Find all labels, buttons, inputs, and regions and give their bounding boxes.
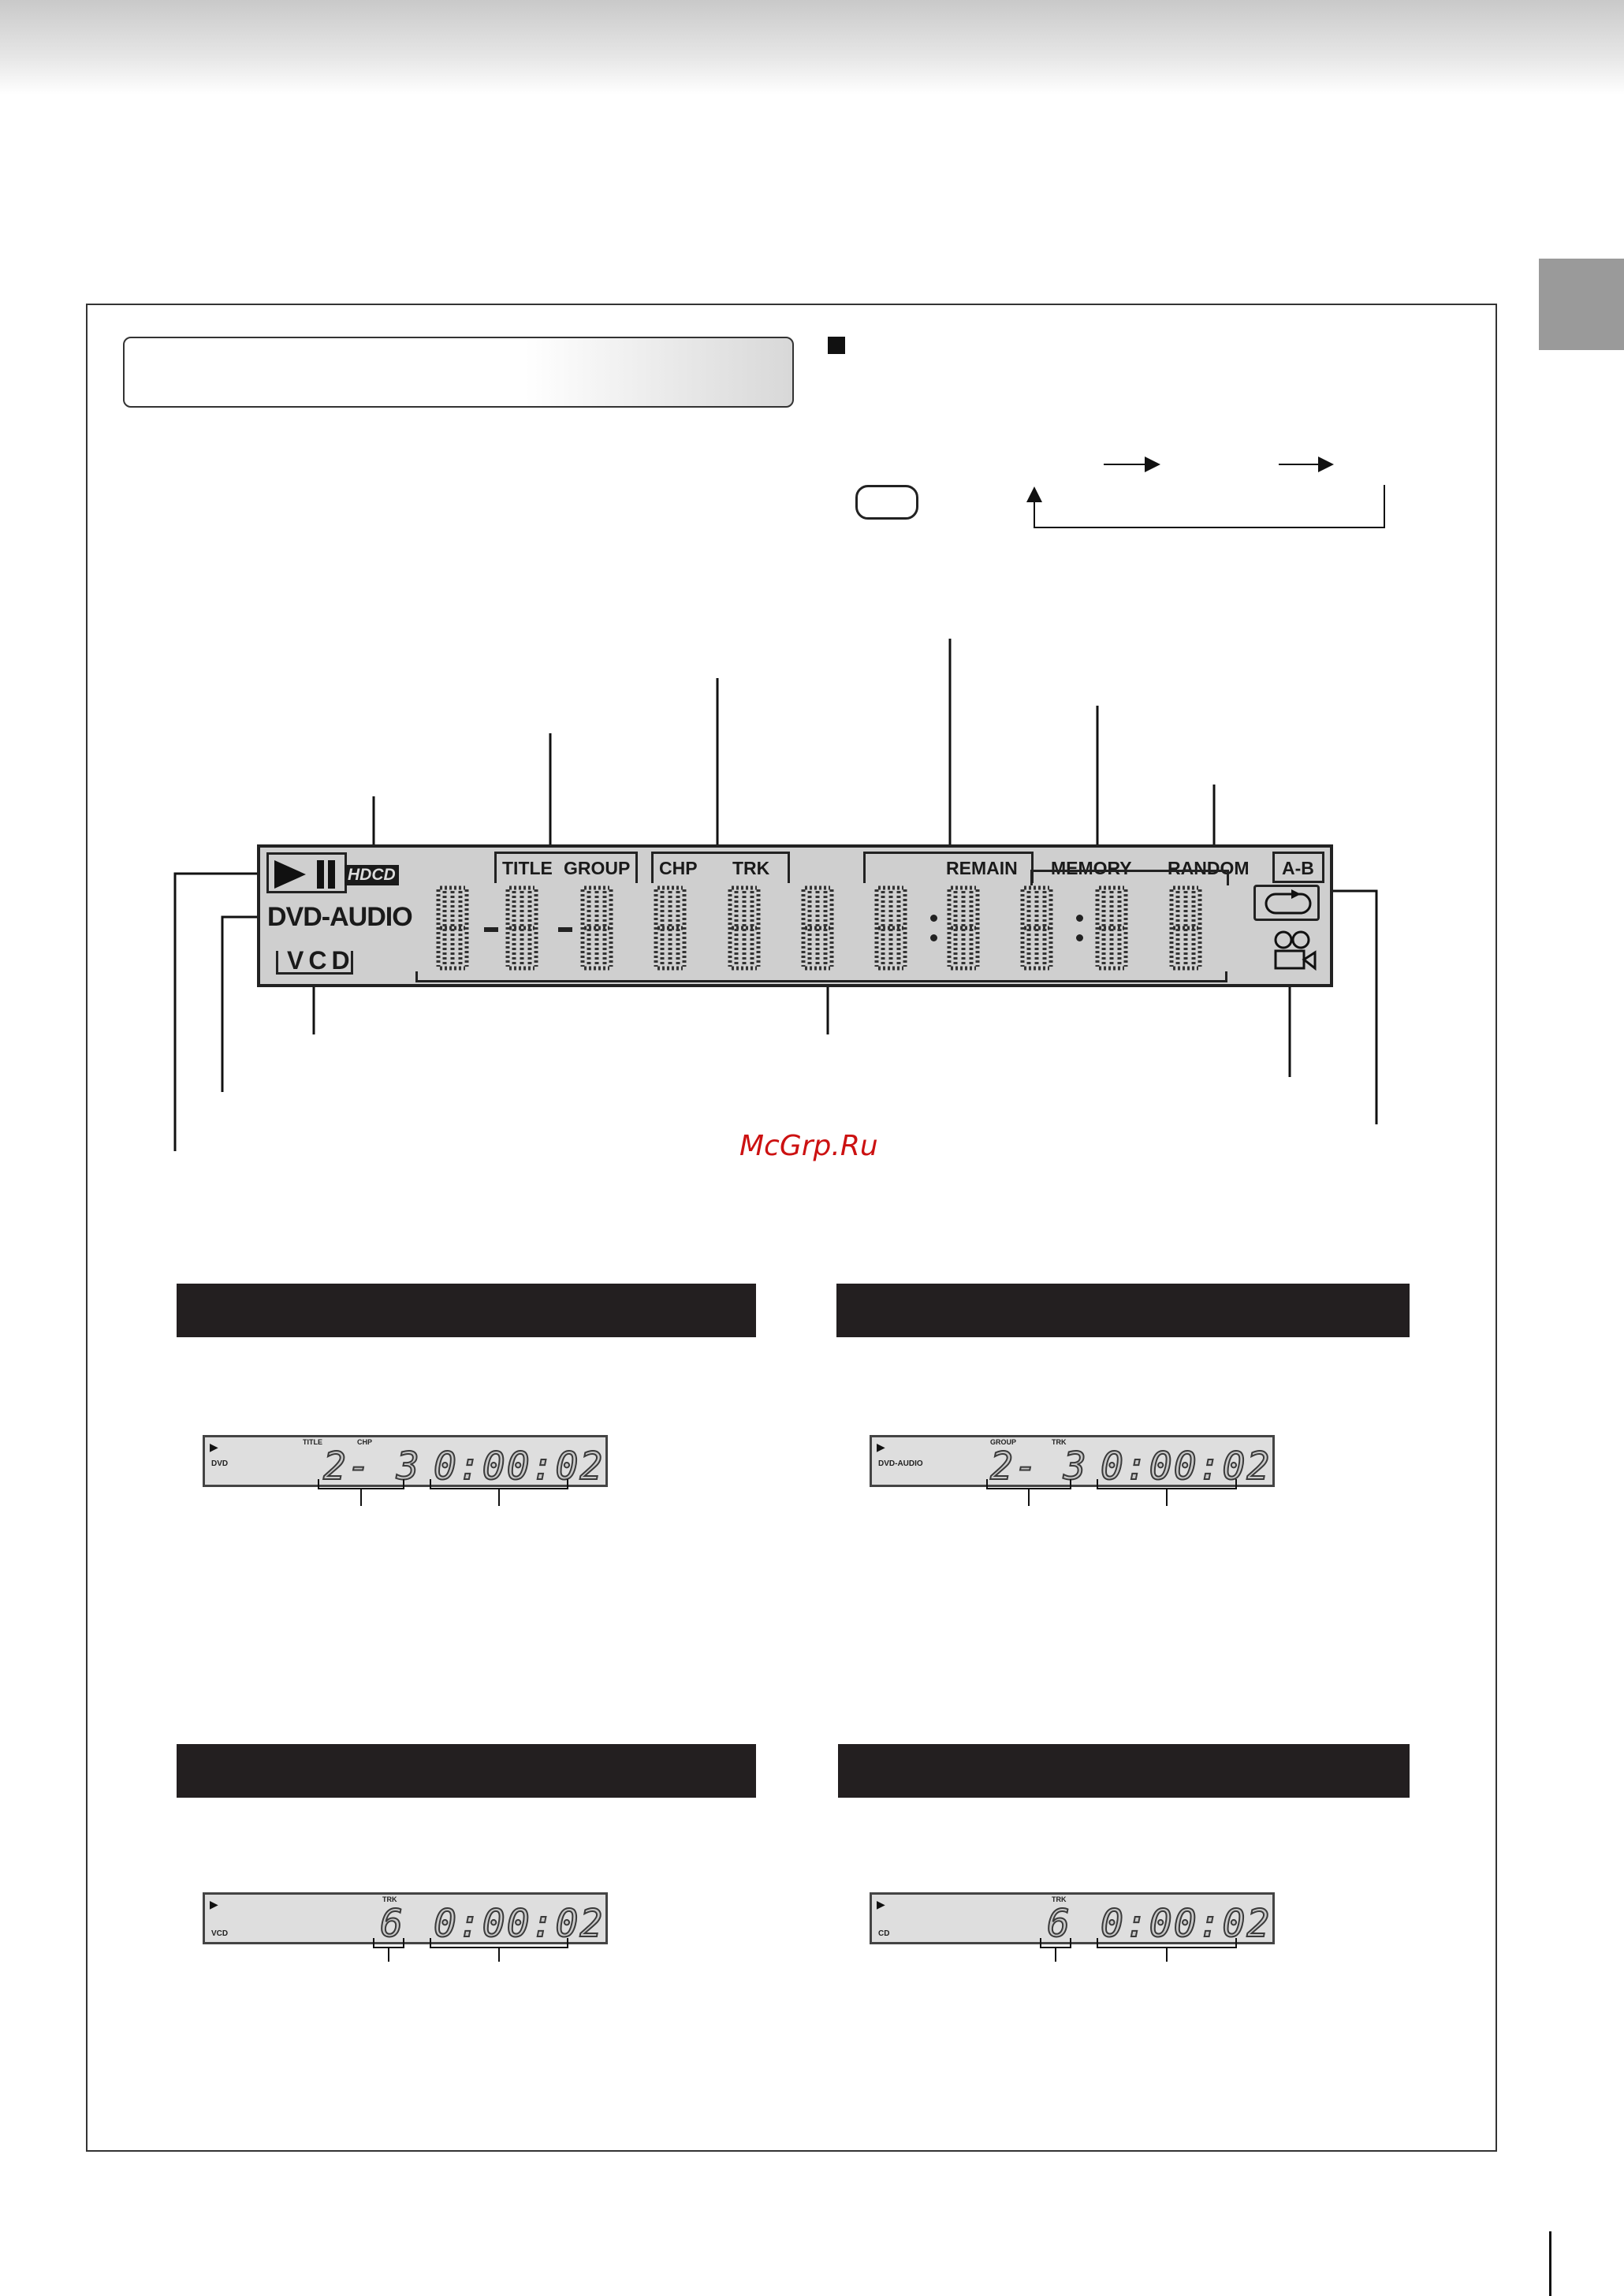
trk-indicator: TRK [1052,1438,1067,1446]
lcd-separator-2 [558,927,572,932]
ab-repeat-indicator: A-B [1282,858,1314,878]
lcd-separator-1 [484,927,498,932]
trk-indicator: TRK [382,1895,397,1903]
section-bar-dvd [177,1284,756,1337]
track-digits: 6 [380,1902,404,1946]
elapsed-time-digits: 0:00:02 [1101,1444,1272,1489]
chapter-side-tab [1539,259,1624,350]
display-cycle-diagram [1025,453,1395,532]
title-group-bracket [494,852,638,883]
group-indicator: GROUP [564,858,631,878]
title-chapter-digits: 2- 3 [323,1444,421,1489]
remain-bracket [863,852,1034,883]
ab-frame [1272,852,1324,883]
play-pause-icon [274,859,337,890]
camera-angle-icon [1271,930,1318,978]
section-bar-cd [838,1744,1410,1798]
dvd-audio-indicator: DVD-AUDIO [267,902,412,932]
bullet-square [828,337,845,354]
example-display-dvd [203,1435,608,1487]
chp-indicator: CHP [357,1438,373,1446]
disc-type-label: CD [878,1929,890,1938]
lcd-digit-4 [653,885,687,971]
lcd-digit-7 [873,885,908,971]
title-indicator: TITLE [502,858,553,878]
chp-trk-bracket [651,852,790,883]
remote-button-icon [855,485,918,520]
hdcd-indicator: HDCD [345,865,399,885]
digit-bracket [415,971,1227,982]
lcd-digit-1 [435,885,470,971]
memory-indicator: MEMORY [1051,858,1132,878]
group-track-digits: 2- 3 [990,1444,1088,1489]
lcd-digit-2 [505,885,539,971]
top-gradient-band [0,0,1624,95]
watermark-text: McGrp.Ru [739,1130,878,1162]
lcd-separator-3 [930,915,937,941]
elapsed-time-digits: 0:00:02 [434,1444,605,1489]
play-icon: ▶ [877,1898,885,1910]
trk-indicator: TRK [1052,1895,1067,1903]
lcd-digit-6 [800,885,835,971]
play-icon: ▶ [210,1898,218,1910]
random-indicator: RANDOM [1168,858,1250,878]
trk-indicator: TRK [732,858,770,878]
elapsed-time-digits: 0:00:02 [1101,1902,1272,1946]
content-frame [86,304,1497,2152]
remain-indicator: REMAIN [946,858,1018,878]
chp-indicator: CHP [659,858,698,878]
group-indicator: GROUP [990,1438,1017,1446]
vcd-indicator: VCD [287,946,355,975]
vcd-bracket [276,951,353,975]
section-heading-box [123,337,794,408]
lcd-digit-11 [1168,885,1203,971]
repeat-icon [1260,888,1315,919]
track-digits: 6 [1047,1902,1071,1946]
memory-random-bracket [1030,870,1229,885]
disc-type-label: DVD [211,1459,229,1468]
lcd-separator-4 [1076,915,1083,941]
disc-type-label: DVD-AUDIO [878,1459,923,1468]
play-icon: ▶ [877,1441,885,1453]
play-icon: ▶ [210,1441,218,1453]
disc-type-label: VCD [211,1929,229,1938]
lcd-digit-5 [727,885,762,971]
lcd-digit-8 [946,885,981,971]
example-display-cd [870,1892,1275,1944]
section-bar-vcd [177,1744,756,1798]
lcd-digit-10 [1094,885,1129,971]
example-display-dvd-audio [870,1435,1275,1487]
section-bar-dvd-audio [836,1284,1410,1337]
example-display-vcd [203,1892,608,1944]
title-indicator: TITLE [303,1438,322,1446]
lcd-digit-9 [1019,885,1054,971]
page-number-rule [1549,2231,1551,2296]
lcd-digit-3 [579,885,614,971]
elapsed-time-digits: 0:00:02 [434,1902,605,1946]
